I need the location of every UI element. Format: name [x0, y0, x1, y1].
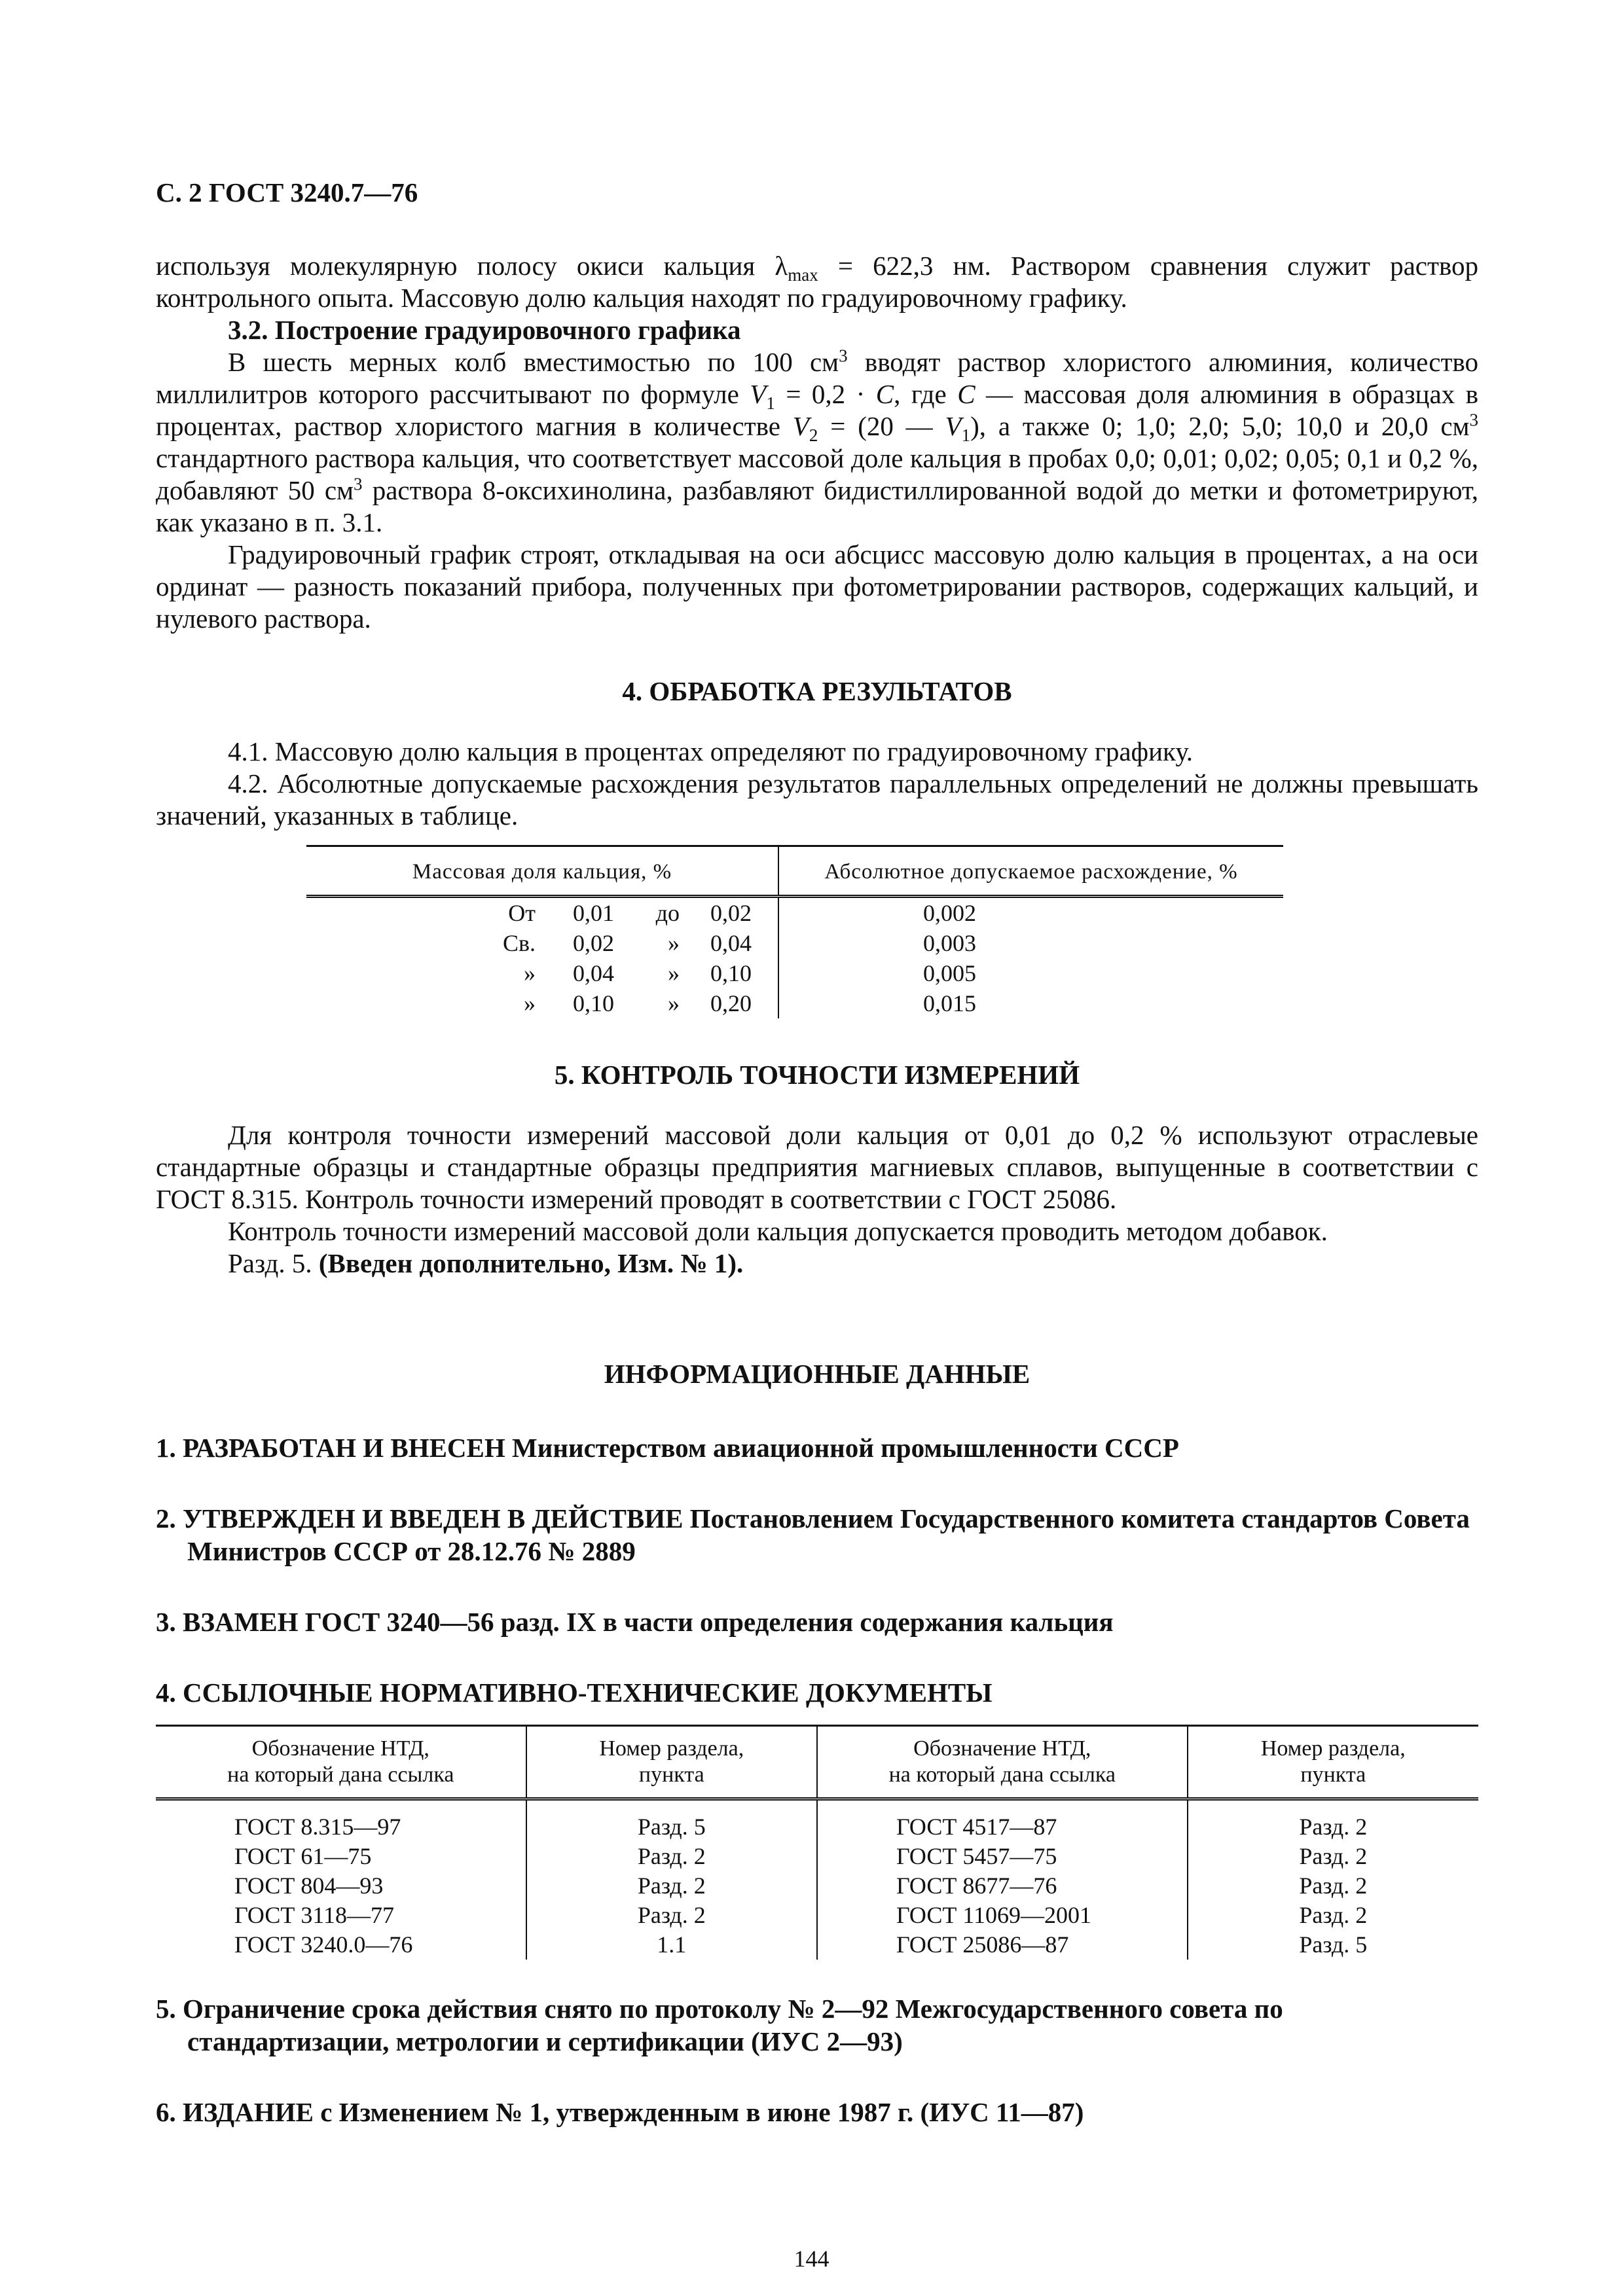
text-run: стандартного раствора кальция, что соответствует массовой доле кальция в пробах 0,0; 0,01; 0,02; 0,05; 0,1 и 0,2 %, добавляют 50 см [156, 443, 1478, 505]
lambda-subscript: max [788, 265, 818, 285]
subscript: 2 [809, 425, 818, 446]
paragraph-5-additions: Контроль точности измерений массовой доли кальция допускается проводить методом добавок. [228, 1216, 1328, 1246]
info-item-6: 6. ИЗДАНИЕ с Изменением № 1, утвержденным в июне 1987 г. (ИУС 11—87) [156, 2097, 1084, 2127]
info-item-4: 4. ССЫЛОЧНЫЕ НОРМАТИВНО-ТЕХНИЧЕСКИЕ ДОКУМЕНТЫ [156, 1677, 993, 1708]
formula-var: V [945, 411, 962, 441]
range-from: 0,04 [573, 960, 614, 986]
header-line: пункта [638, 1763, 704, 1787]
superscript: 3 [839, 346, 848, 366]
table-header-discrepancy: Абсолютное допускаемое расхождение, % [778, 846, 1283, 897]
ref-section: Разд. 5 [526, 1799, 817, 1842]
ref-header-doc-right [817, 1726, 1188, 1799]
ref-header-num-right [1188, 1726, 1478, 1799]
text-run: , где [894, 379, 958, 409]
intro-text: используя молекулярную полосу окиси кальция λ [156, 251, 788, 281]
range-from: 0,02 [573, 930, 614, 956]
ref-section: Разд. 2 [1299, 1814, 1368, 1840]
header-line: Номер раздела, [599, 1736, 744, 1761]
ref-doc: ГОСТ 11069—2001 [817, 1901, 1188, 1930]
amendment-label: Разд. 5. [228, 1248, 319, 1278]
ref-doc: ГОСТ 3118—77 [156, 1901, 526, 1930]
ref-doc: ГОСТ 804—93 [156, 1871, 526, 1901]
ref-section: Разд. 2 [526, 1842, 817, 1871]
subsection-heading-3-2: 3.2. Построение градуировочного графика [228, 315, 741, 345]
range-prefix: Св. [502, 930, 536, 956]
discrepancy-table [306, 845, 1283, 1018]
header-line: на который дана ссылка [227, 1763, 454, 1787]
subscript: 1 [961, 425, 971, 446]
header-line: Номер раздела, [1260, 1736, 1406, 1761]
table-row [156, 1799, 1478, 1842]
paragraph-4-1: 4.1. Массовую долю кальция в процентах определяют по градуировочному графику. [228, 736, 1194, 766]
table-row [306, 928, 1283, 958]
range-from: 0,01 [573, 900, 614, 926]
ref-section: Разд. 2 [526, 1871, 817, 1901]
range-sep: » [668, 960, 680, 986]
range-prefix: От [508, 900, 536, 926]
table-row [306, 958, 1283, 988]
info-item-1: 1. РАЗРАБОТАН И ВНЕСЕН Министерством авиационной промышленности СССР [156, 1433, 1179, 1463]
range-cell [306, 958, 778, 988]
range-sep: » [668, 930, 680, 956]
ref-section: Разд. 5 [1299, 1931, 1368, 1958]
table-row [306, 988, 1283, 1018]
superscript: 3 [354, 474, 363, 494]
ref-section: 1.1 [526, 1930, 817, 1960]
ref-doc: ГОСТ 8677—76 [817, 1871, 1188, 1901]
ref-doc: ГОСТ 25086—87 [817, 1930, 1188, 1960]
range-from: 0,10 [573, 990, 614, 1016]
subscript: 1 [766, 393, 775, 414]
discrepancy-value: 0,015 [923, 990, 976, 1016]
intro-text-end: = 622,3 нм. Раствором сравнения служит раствор контрольного опыта. Массовую долю кальция находят по градуировочному графику. [156, 251, 1478, 313]
ref-section: Разд. 2 [526, 1901, 817, 1930]
ref-doc: ГОСТ 4517—87 [817, 1799, 1188, 1842]
table-row [156, 1901, 1478, 1930]
text-run: = (20 — [818, 411, 945, 441]
ref-doc: ГОСТ 5457—75 [817, 1842, 1188, 1871]
text-run: вводят раствор хлористого алюминия, количество миллилитров которого рассчитывают по формуле [156, 347, 1478, 409]
running-header: С. 2 ГОСТ 3240.7—76 [156, 177, 418, 207]
formula-var: C [875, 379, 894, 409]
ref-section: Разд. 2 [1299, 1843, 1368, 1869]
header-line: на который дана ссылка [888, 1763, 1116, 1787]
range-cell [306, 988, 778, 1018]
discrepancy-value: 0,003 [923, 930, 976, 956]
header-line: Обозначение НТД, [913, 1736, 1091, 1761]
formula-var: V [750, 379, 767, 409]
text-run: ), а также 0; 1,0; 2,0; 5,0; 10,0 и 20,0 см [970, 411, 1470, 441]
discrepancy-value: 0,002 [923, 900, 976, 926]
text-run: — массовая доля алюминия в образцах в процентах, раствор хлористого магния в количестве [156, 379, 1478, 441]
ref-doc: ГОСТ 3240.0—76 [156, 1930, 526, 1960]
section-title-4: 4. ОБРАБОТКА РЕЗУЛЬТАТОВ [622, 676, 1012, 706]
superscript: 3 [1469, 410, 1478, 430]
range-to: 0,04 [710, 930, 752, 956]
ref-section: Разд. 2 [1299, 1902, 1368, 1928]
ref-section: Разд. 2 [1299, 1873, 1368, 1899]
text-run: = 0,2 · [775, 379, 876, 409]
table-row [306, 897, 1283, 929]
formula-var: C [957, 379, 976, 409]
range-to: 0,20 [710, 990, 752, 1016]
ref-doc: ГОСТ 61—75 [156, 1842, 526, 1871]
document-page [156, 177, 1478, 2166]
header-line: Обозначение НТД, [251, 1736, 429, 1761]
range-sep: » [668, 990, 680, 1016]
ref-header-num-left [526, 1726, 817, 1799]
graph-paragraph: Градуировочный график строят, откладывая на оси абсцисс массовую долю кальция в процентах, а на оси ординат — разность показаний прибора, полученных при фотометрировании растворов, содержащих кальций, и нулевого раствора. [156, 539, 1478, 634]
table-row [156, 1871, 1478, 1901]
info-item-3: 3. ВЗАМЕН ГОСТ 3240—56 разд. IX в части определения содержания кальция [156, 1607, 1114, 1637]
table-row [156, 1842, 1478, 1871]
paragraph-5-amendment [156, 1247, 1478, 1280]
ref-header-doc-left [156, 1726, 526, 1799]
range-to: 0,10 [710, 960, 752, 986]
calibration-paragraph [156, 346, 1478, 539]
range-to: 0,02 [710, 900, 752, 926]
range-prefix: » [524, 990, 536, 1016]
range-prefix: » [524, 960, 536, 986]
text-run: раствора 8-оксихинолина, разбавляют бидистиллированной водой до метки и фотометрируют, как указано в п. 3.1. [156, 475, 1478, 537]
formula-var: V [792, 411, 809, 441]
header-line: пункта [1300, 1763, 1366, 1787]
ref-doc: ГОСТ 8.315—97 [156, 1799, 526, 1842]
references-table [156, 1725, 1478, 1960]
discrepancy-value: 0,005 [923, 960, 976, 986]
range-sep: до [655, 900, 680, 926]
range-cell [306, 897, 778, 929]
paragraph-5-control: Для контроля точности измерений массовой доли кальция от 0,01 до 0,2 % используют отраслевые стандартные образцы и стандартные образцы предприятия магниевых сплавов, выпущенные в соответствии с ГОСТ 8.315. Контроль точности измерений проводят в соответствии с ГОСТ 25086. [156, 1120, 1478, 1214]
text-run: В шесть мерных колб вместимостью по 100 см [228, 347, 839, 377]
info-data-title: ИНФОРМАЦИОННЫЕ ДАННЫЕ [604, 1359, 1030, 1389]
table-row [156, 1930, 1478, 1960]
info-item-5: 5. Ограничение срока действия снято по протоколу № 2—92 Межгосударственного совета по стандартизации, метрологии и сертификации (ИУС 2—93) [156, 1994, 1283, 2056]
page-number: 144 [793, 2246, 830, 2272]
range-cell [306, 928, 778, 958]
info-item-2: 2. УТВЕРЖДЕН И ВВЕДЕН В ДЕЙСТВИЕ Постановлением Государственного комитета стандартов Совета Министров СССР от 28.12.76 № 2889 [156, 1503, 1470, 1566]
table-header-mass-fraction: Массовая доля кальция, % [306, 846, 778, 897]
paragraph-4-2: 4.2. Абсолютные допускаемые расхождения результатов параллельных определений не должны превышать значений, указанных в таблице. [156, 768, 1478, 831]
section-title-5: 5. КОНТРОЛЬ ТОЧНОСТИ ИЗМЕРЕНИЙ [554, 1060, 1080, 1090]
amendment-note: (Введен дополнительно, Изм. № 1). [318, 1248, 744, 1278]
intro-paragraph [156, 250, 1478, 314]
